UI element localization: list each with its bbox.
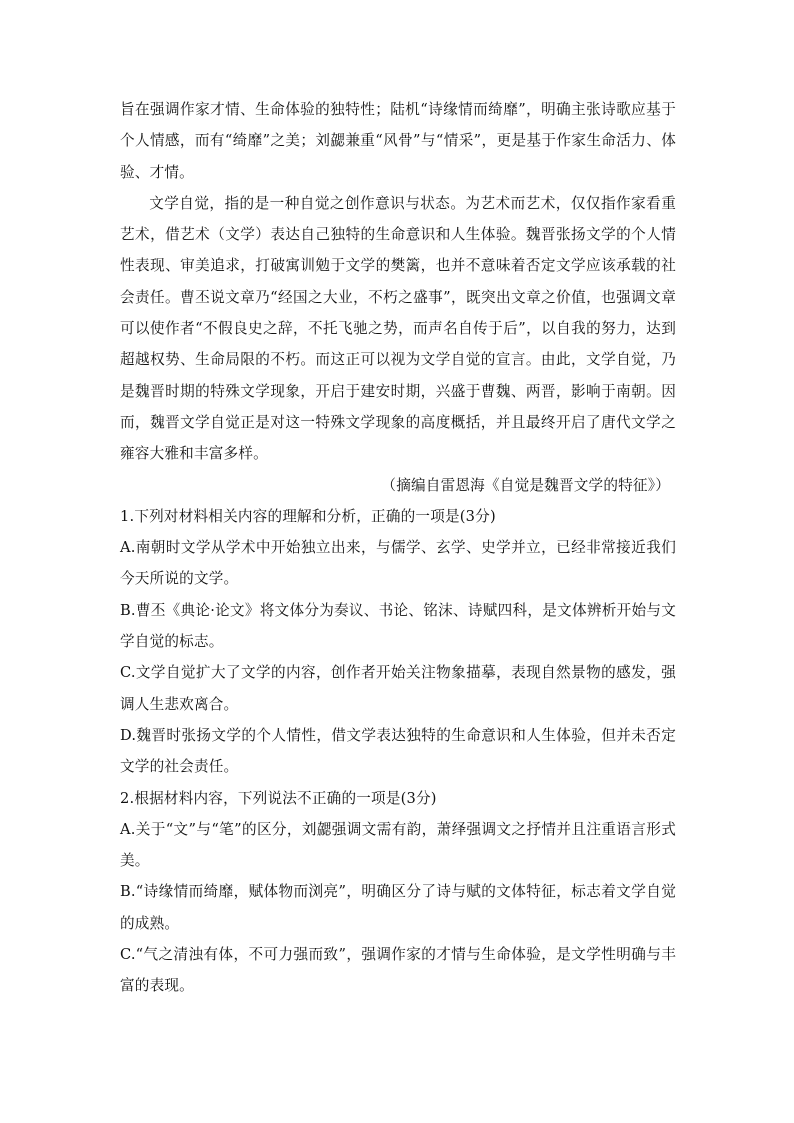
option-a: A.关于“文”与“笔”的区分，刘勰强调文需有韵，萧绎强调文之抒情并且注重语言形式美。 xyxy=(120,820,676,870)
passage-source: （摘编自雷恩海《自觉是魏晋文学的特征》） xyxy=(381,476,670,494)
option-b: B.曹丕《典论·论文》将文体分为奏议、书论、铭沫、诗赋四科，是文体辨析开始与文学自觉的标志。 xyxy=(120,601,676,651)
option-a: A.南朝时文学从学术中开始独立出来，与儒学、玄学、史学并立，已经非常接近我们今天所说的文学。 xyxy=(120,539,676,588)
option-d: D.魏晋时张扬文学的个人情性，借文学表达独特的生命意识和人生体验，但并未否定文学的社会责任。 xyxy=(120,726,676,776)
document-content xyxy=(120,94,676,1002)
option-c: C.“气之清浊有体，不可力强而致”，强调作家的才情与生命体验，是文学性明确与丰富的表现。 xyxy=(120,946,676,995)
option-c: C.文学自觉扩大了文学的内容，创作者开始关注物象描摹，表现自然景物的感发，强调人生悲欢离合。 xyxy=(120,664,676,713)
question-1 xyxy=(120,501,676,783)
question-title: 2.根据材料内容，下列说法不正确的一项是(3分) xyxy=(120,789,437,807)
option-b: B.“诗缘情而绮靡，赋体物而浏亮”，明确区分了诗与赋的文体特征，标志着文学自觉的成熟。 xyxy=(120,883,676,932)
question-title: 1.下列对材料相关内容的理解和分析，正确的一项是(3分) xyxy=(120,507,496,525)
passage-paragraph-continued: 旨在强调作家才情、生命体验的独特性；陆机“诗缘情而绮靡”，明确主张诗歌应基于个人情感，而有“绮靡”之美；刘勰兼重“风骨”与“情采”，更是基于作家生命活力、体验、才情。 xyxy=(120,101,676,181)
question-2 xyxy=(120,783,676,1002)
passage-paragraph-main: 文学自觉，指的是一种自觉之创作意识与状态。为艺术而艺术，仅仅指作家看重艺术，借艺术（文学）表达自己独特的生命意识和人生体验。魏晋张扬文学的个人情性表现、审美追求，打破寓训勉于文学的樊篱，也并不意味着否定文学应该承载的社会责任。曹丕说文章乃“经国之大业，不朽之盛事”，既突出文章之价值，也强调文章可以使作者“不假良史之辞，不托飞驰之势，而声名自传于后”，以自我的努力，达到超越权势、生命局限的不朽。而这正可以视为文学自觉的宣言。由此，文学自觉，乃是魏晋时期的特殊文学现象，开启于建安时期，兴盛于曹魏、两晋，影响于南朝。因而，魏晋文学自觉正是对这一特殊文学现象的高度概括，并且最终开启了唐代文学之雍容大雅和丰富多样。 xyxy=(120,194,676,463)
